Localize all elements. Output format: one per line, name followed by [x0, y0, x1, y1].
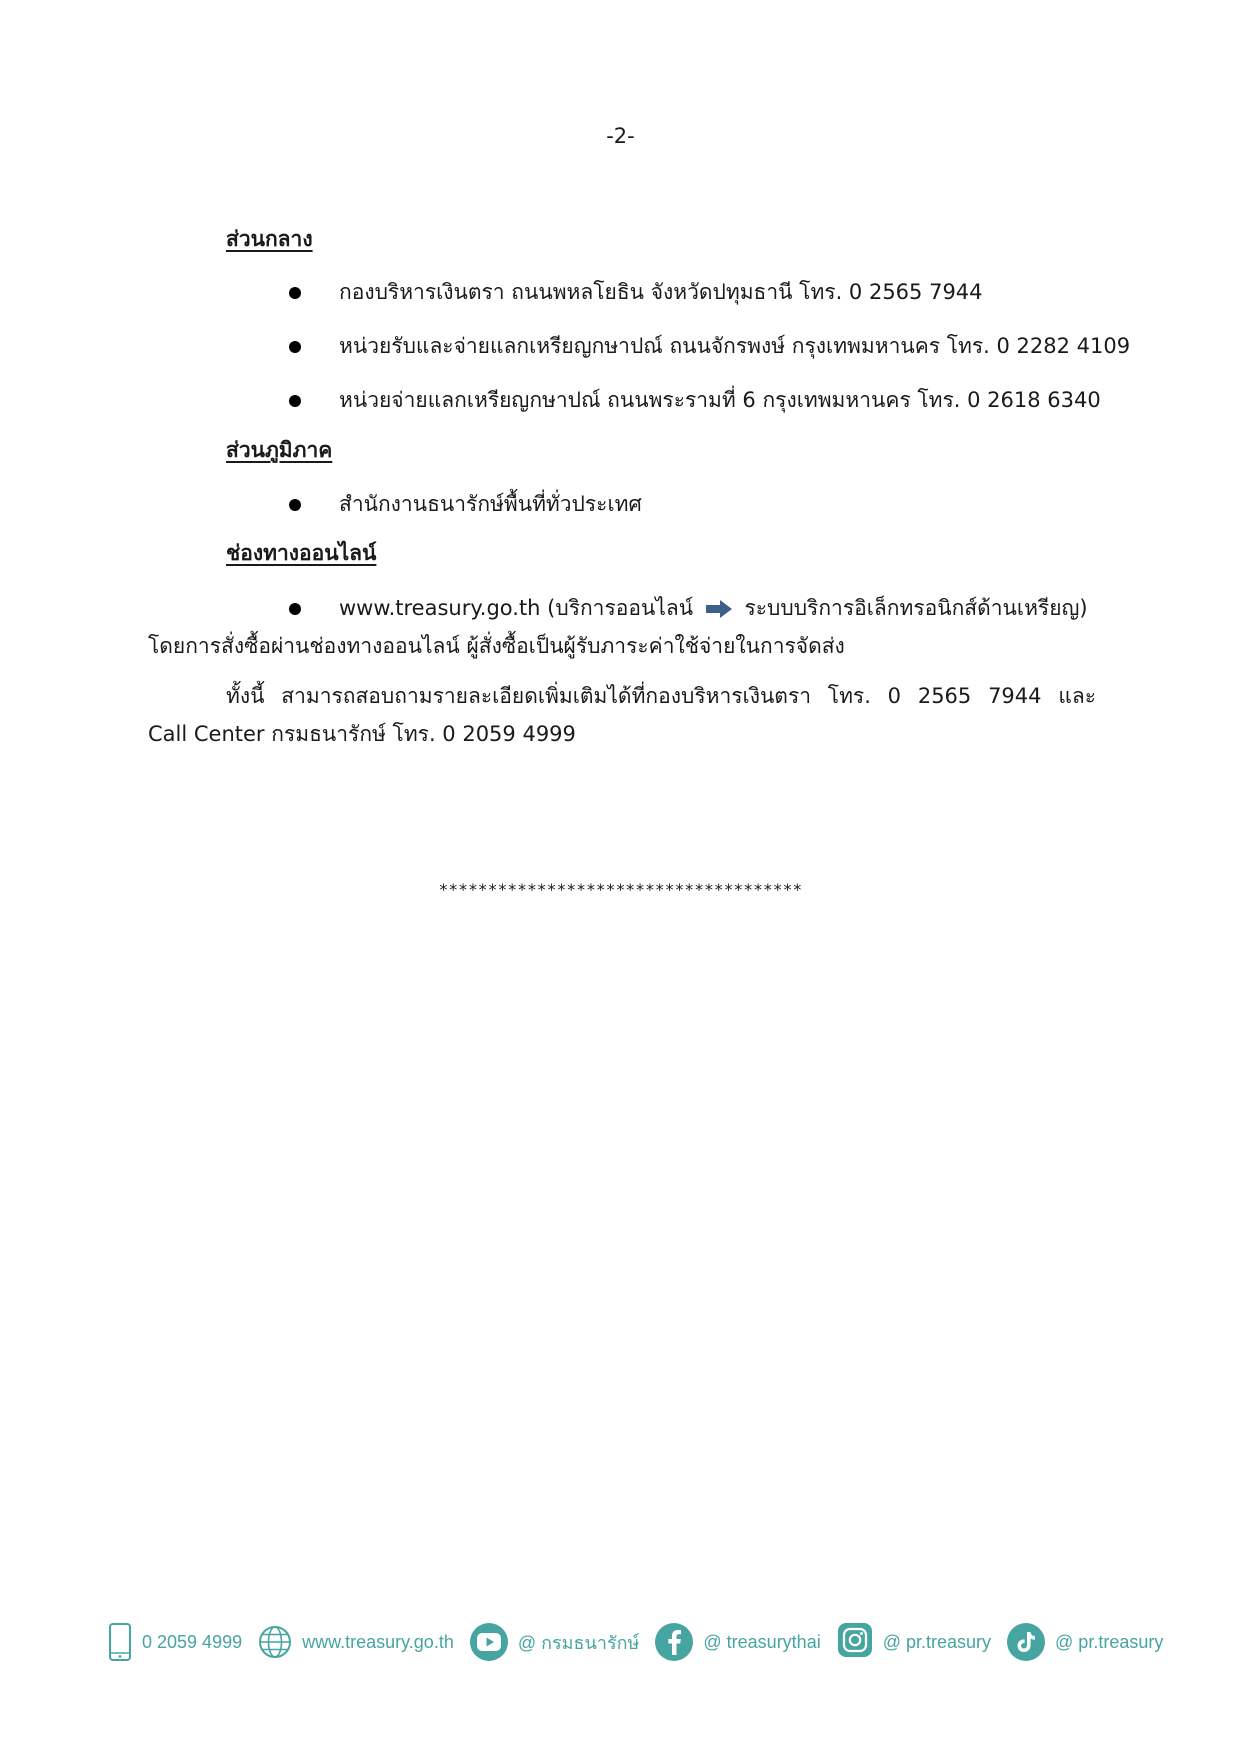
- bullet-icon: [289, 603, 301, 615]
- bullet-icon: [289, 395, 301, 407]
- footer-phone: [108, 1623, 242, 1661]
- heading-central: ส่วนกลาง: [226, 227, 313, 251]
- list-item-text: สำนักงานธนารักษ์พื้นที่ทั่วประเทศ: [339, 492, 642, 516]
- separator: *************************************: [438, 880, 803, 899]
- arrow-right-icon: [706, 600, 732, 618]
- footer-facebook[interactable]: [655, 1623, 820, 1661]
- page-number: -2-: [606, 124, 635, 148]
- instagram-icon: [837, 1622, 873, 1663]
- heading-regional: ส่วนภูมิภาค: [226, 438, 333, 462]
- facebook-icon: [655, 1623, 693, 1661]
- list-item-text: กองบริหารเงินตรา ถนนพหลโยธิน จังหวัดปทุมธานี โทร. 0 2565 7944: [339, 280, 983, 304]
- contact-paragraph-line1: ทั้งนี้ สามารถสอบถามรายละเอียดเพิ่มเติมได้ที่กองบริหารเงินตรา โทร. 0 2565 7944 และ: [226, 684, 1096, 708]
- footer-facebook-text: @ treasurythai: [703, 1631, 821, 1652]
- footer-instagram-text: @ pr.treasury: [882, 1631, 992, 1652]
- footer-tiktok-text: @ pr.treasury: [1055, 1631, 1164, 1652]
- list-item-text: หน่วยรับและจ่ายแลกเหรียญกษาปณ์ ถนนจักรพงษ์ กรุงเทพมหานคร โทร. 0 2282 4109: [339, 334, 1131, 358]
- tiktok-icon: [1007, 1623, 1045, 1661]
- footer-website-text: www.treasury.go.th: [302, 1631, 454, 1652]
- footer-contact-bar: [108, 1618, 1164, 1666]
- footer-youtube-text: @ กรมธนารักษ์: [517, 1632, 640, 1653]
- contact-paragraph-line2: Call Center กรมธนารักษ์ โทร. 0 2059 4999: [148, 722, 576, 746]
- list-item-text: หน่วยจ่ายแลกเหรียญกษาปณ์ ถนนพระรามที่ 6 กรุงเทพมหานคร โทร. 0 2618 6340: [339, 388, 1101, 412]
- footer-website[interactable]: [258, 1625, 454, 1659]
- youtube-icon: [470, 1623, 508, 1661]
- bullet-icon: [289, 499, 301, 511]
- footer-youtube[interactable]: [470, 1623, 640, 1661]
- footer-tiktok[interactable]: [1007, 1623, 1163, 1661]
- footer-instagram[interactable]: [837, 1622, 991, 1663]
- footer-phone-text: 0 2059 4999: [142, 1631, 243, 1652]
- phone-icon: [108, 1623, 132, 1661]
- online-item-end: ระบบบริการอิเล็กทรอนิกส์ด้านเหรียญ): [744, 596, 1088, 620]
- globe-icon: [258, 1625, 292, 1659]
- online-item-text: [339, 592, 1088, 625]
- bullet-icon: [289, 341, 301, 353]
- heading-online: ช่องทางออนไลน์: [226, 541, 377, 565]
- online-item-continuation: โดยการสั่งซื้อผ่านช่องทางออนไลน์ ผู้สั่งซื้อเป็นผู้รับภาระค่าใช้จ่ายในการจัดส่ง: [148, 634, 845, 658]
- bullet-icon: [289, 287, 301, 299]
- online-item-start: www.treasury.go.th (บริการออนไลน์: [339, 596, 694, 620]
